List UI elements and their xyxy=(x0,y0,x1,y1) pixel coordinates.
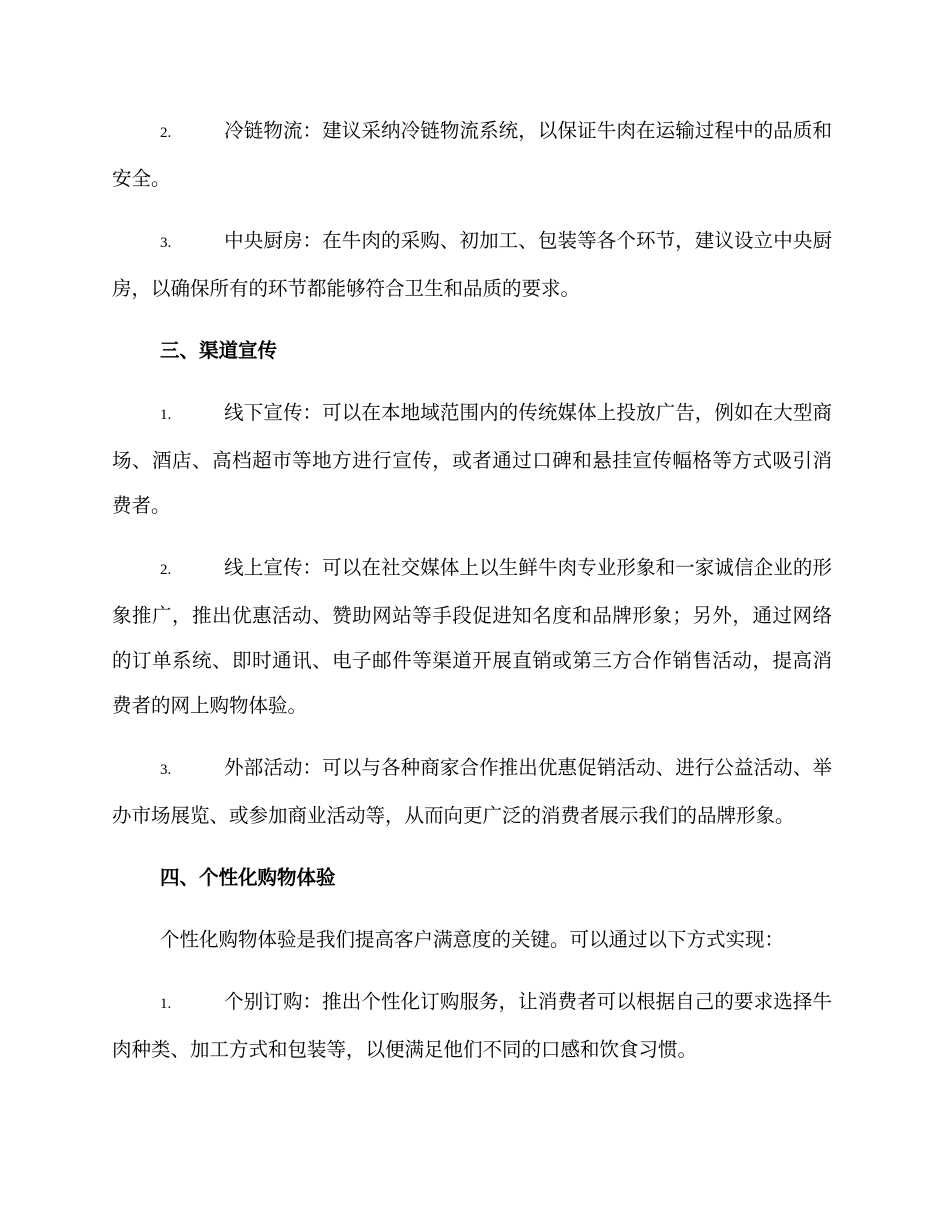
list-item-text: 中央厨房：在牛肉的采购、初加工、包装等各个环节，建议设立中央厨房，以确保所有的环节都能够符合卫生和品质的要求。 xyxy=(112,229,832,300)
list-number: 1. xyxy=(160,996,172,1012)
list-number: 3. xyxy=(160,235,172,251)
list-number: 2. xyxy=(160,562,172,578)
list-item xyxy=(112,979,832,1072)
list-item-text: 个别订购：推出个性化订购服务，让消费者可以根据自己的要求选择牛肉种类、加工方式和包装等，以便满足他们不同的口感和饮食习惯。 xyxy=(112,990,832,1061)
list-item-text: 线上宣传：可以在社交媒体上以生鲜牛肉专业形象和一家诚信企业的形象推广，推出优惠活动、赞助网站等手段促进知名度和品牌形象；另外，通过网络的订单系统、即时通讯、电子邮件等渠道开展直销或第三方合作销售活动，提高消费者的网上购物体验。 xyxy=(112,556,832,717)
list-item-text: 线下宣传：可以在本地域范围内的传统媒体上投放广告，例如在大型商场、酒店、高档超市等地方进行宣传，或者通过口碑和悬挂宣传幅格等方式吸引消费者。 xyxy=(112,401,832,517)
list-item-text: 冷链物流：建议采纳冷链物流系统，以保证牛肉在运输过程中的品质和安全。 xyxy=(112,119,832,190)
list-number: 2. xyxy=(160,125,172,141)
list-item xyxy=(112,218,832,311)
list-item xyxy=(112,745,832,838)
list-number: 3. xyxy=(160,762,172,778)
section-heading: 四、个性化购物体验 xyxy=(160,866,336,889)
document-page xyxy=(112,108,832,1089)
list-item xyxy=(112,545,832,728)
list-item xyxy=(112,108,832,201)
section-heading: 三、渠道宣传 xyxy=(160,339,278,362)
list-item xyxy=(112,390,832,528)
list-item-text: 外部活动：可以与各种商家合作推出优惠促销活动、进行公益活动、举办市场展览、或参加商业活动等，从而向更广泛的消费者展示我们的品牌形象。 xyxy=(112,756,832,827)
body-paragraph: 个性化购物体验是我们提高客户满意度的关键。可以通过以下方式实现： xyxy=(160,928,785,951)
list-number: 1. xyxy=(160,407,172,423)
